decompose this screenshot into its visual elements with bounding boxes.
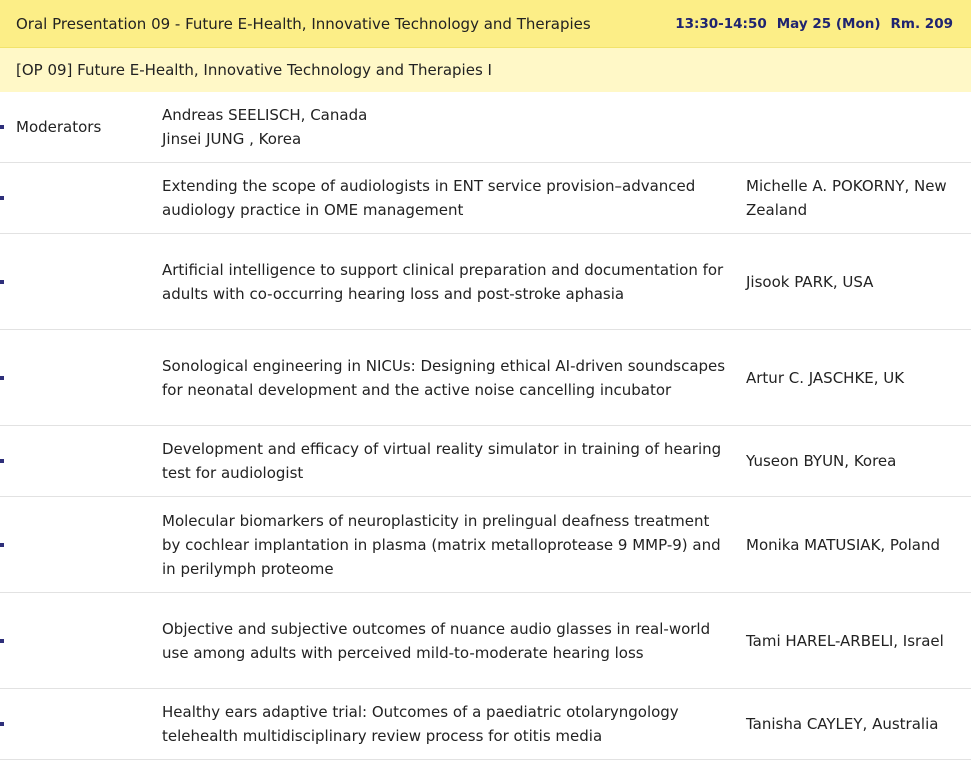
session-header[interactable] — [0, 0, 971, 48]
bullet-icon — [0, 280, 4, 284]
talk-speaker: Michelle A. POKORNY, New Zealand — [746, 177, 947, 219]
talk-row[interactable] — [0, 497, 971, 593]
bullet-icon — [0, 196, 4, 200]
talk-row[interactable] — [0, 593, 971, 689]
session-title: Oral Presentation 09 - Future E-Health, Innovative Technology and Therapies — [16, 14, 591, 33]
moderator-name: Jinsei JUNG , Korea — [162, 130, 302, 148]
talk-row[interactable] — [0, 163, 971, 234]
talk-speaker: Jisook PARK, USA — [746, 272, 874, 291]
talk-title: Artificial intelligence to support clinical preparation and documentation for adults with co-occurring hearing loss and post-stroke aphasia — [162, 260, 724, 303]
moderators-list — [162, 103, 746, 151]
bullet-icon — [0, 639, 4, 643]
bullet-icon — [0, 125, 4, 129]
session-room: Rm. 209 — [890, 15, 953, 32]
talk-title: Development and efficacy of virtual reality simulator in training of hearing test for audiologist — [162, 440, 722, 482]
talk-speaker: Tami HAREL-ARBELI, Israel — [746, 631, 944, 650]
talk-title: Extending the scope of audiologists in ENT service provision–advanced audiology practice in OME management — [162, 177, 696, 219]
talk-row[interactable] — [0, 689, 971, 760]
talk-speaker: Tanisha CAYLEY, Australia — [746, 715, 939, 733]
talk-title: Healthy ears adaptive trial: Outcomes of a paediatric otolaryngology telehealth multidisciplinary review process for otitis media — [162, 703, 679, 745]
talk-speaker: Yuseon BYUN, Korea — [746, 452, 897, 470]
talk-speaker: Monika MATUSIAK, Poland — [746, 535, 941, 554]
moderators-label: Moderators — [16, 118, 102, 136]
bullet-icon — [0, 376, 4, 380]
session-time: 13:30-14:50 — [675, 15, 767, 32]
session-subtitle: [OP 09] Future E-Health, Innovative Technology and Therapies I — [0, 48, 971, 92]
moderator-name: Andreas SEELISCH, Canada — [162, 106, 368, 124]
talk-title: Objective and subjective outcomes of nuance audio glasses in real-world use among adults with perceived mild-to-moderate hearing loss — [162, 619, 711, 662]
session-date: May 25 (Mon) — [776, 15, 881, 32]
talk-title: Sonological engineering in NICUs: Designing ethical AI-driven soundscapes for neonatal development and the active noise cancelling incubator — [162, 356, 726, 399]
session-program-table — [0, 92, 971, 760]
moderators-row — [0, 92, 971, 163]
talk-title: Molecular biomarkers of neuroplasticity in prelingual deafness treatment by cochlear implantation in plasma (matrix metalloprotease 9 MMP-9) and in perilymph proteome — [162, 511, 721, 578]
talk-row[interactable] — [0, 330, 971, 426]
talk-speaker: Artur C. JASCHKE, UK — [746, 368, 905, 387]
session-meta — [675, 16, 953, 32]
bullet-icon — [0, 459, 4, 463]
talk-row[interactable] — [0, 234, 971, 330]
bullet-icon — [0, 722, 4, 726]
bullet-icon — [0, 543, 4, 547]
talk-row[interactable] — [0, 426, 971, 497]
